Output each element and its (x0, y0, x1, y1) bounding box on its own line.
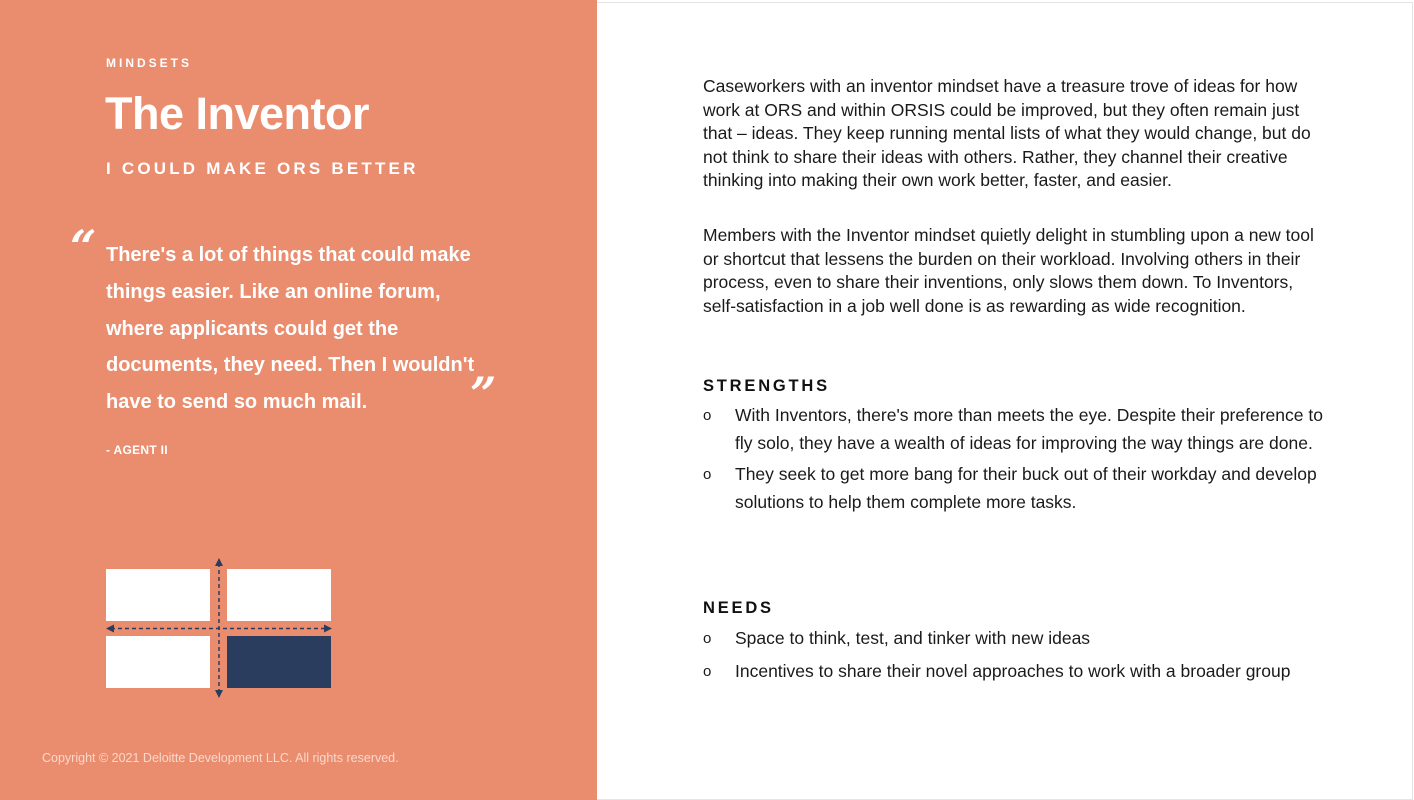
strengths-heading: STRENGTHS (703, 377, 830, 395)
eyebrow-label: MINDSETS (106, 56, 193, 70)
copyright-notice: Copyright © 2021 Deloitte Development LLC. All rights reserved. (42, 751, 399, 765)
bullet-icon: o (703, 407, 712, 424)
open-quote-mark: “ (70, 220, 97, 274)
quote-attribution: - AGENT II (106, 443, 168, 457)
needs-list (703, 625, 1323, 691)
needs-heading: NEEDS (703, 599, 774, 617)
list-item (703, 658, 1323, 685)
list-item (703, 625, 1323, 652)
close-quote-mark: ” (470, 367, 497, 421)
list-item (703, 461, 1323, 516)
bullet-icon: o (703, 466, 712, 483)
strengths-list (703, 402, 1323, 520)
arrow-left-icon (106, 625, 114, 633)
matrix-tile-bottom-left (106, 636, 210, 688)
need-text: Incentives to share their novel approaches to work with a broader group (735, 661, 1291, 681)
strength-text: They seek to get more bang for their buck out of their workday and develop solutions to help them complete more tasks. (735, 464, 1317, 512)
matrix-tile-top-right (227, 569, 331, 621)
pull-quote: There's a lot of things that could make things easier. Like an online forum, where applicants could get the documents, they need. Then I wouldn't have to send so much mail. (106, 244, 475, 414)
strength-text: With Inventors, there's more than meets the eye. Despite their preference to fly solo, they have a wealth of ideas for improving the way things are done. (735, 405, 1323, 453)
matrix-tile-bottom-right (227, 636, 331, 688)
matrix-tile-top-left (106, 569, 210, 621)
mindset-matrix-icon (100, 555, 340, 705)
bullet-icon: o (703, 630, 712, 647)
right-panel (597, 2, 1413, 800)
page-subtitle: I COULD MAKE ORS BETTER (106, 159, 419, 178)
bullet-icon: o (703, 663, 712, 680)
arrow-down-icon (215, 690, 223, 698)
need-text: Space to think, test, and tinker with new ideas (735, 628, 1091, 648)
left-panel (0, 0, 597, 800)
page-title: The Inventor (105, 88, 370, 139)
description-paragraph: Caseworkers with an inventor mindset have a treasure trove of ideas for how work at ORS and within ORSIS could be improved, but they often remain just that – ideas. They keep running mental lists of what they would change, but do not think to share their ideas with others. Rather, they channel their creative thinking into making their own work better, faster, and easier. (703, 76, 1311, 190)
description-paragraph: Members with the Inventor mindset quietly delight in stumbling upon a new tool or shortcut that lessens the burden on their workload. Involving others in their process, even to share their inventions, only slows them down. To Inventors, self-satisfaction in a job well done is as rewarding as wide recognition. (703, 225, 1314, 316)
list-item (703, 402, 1323, 457)
arrow-up-icon (215, 558, 223, 566)
arrow-right-icon (324, 625, 332, 633)
